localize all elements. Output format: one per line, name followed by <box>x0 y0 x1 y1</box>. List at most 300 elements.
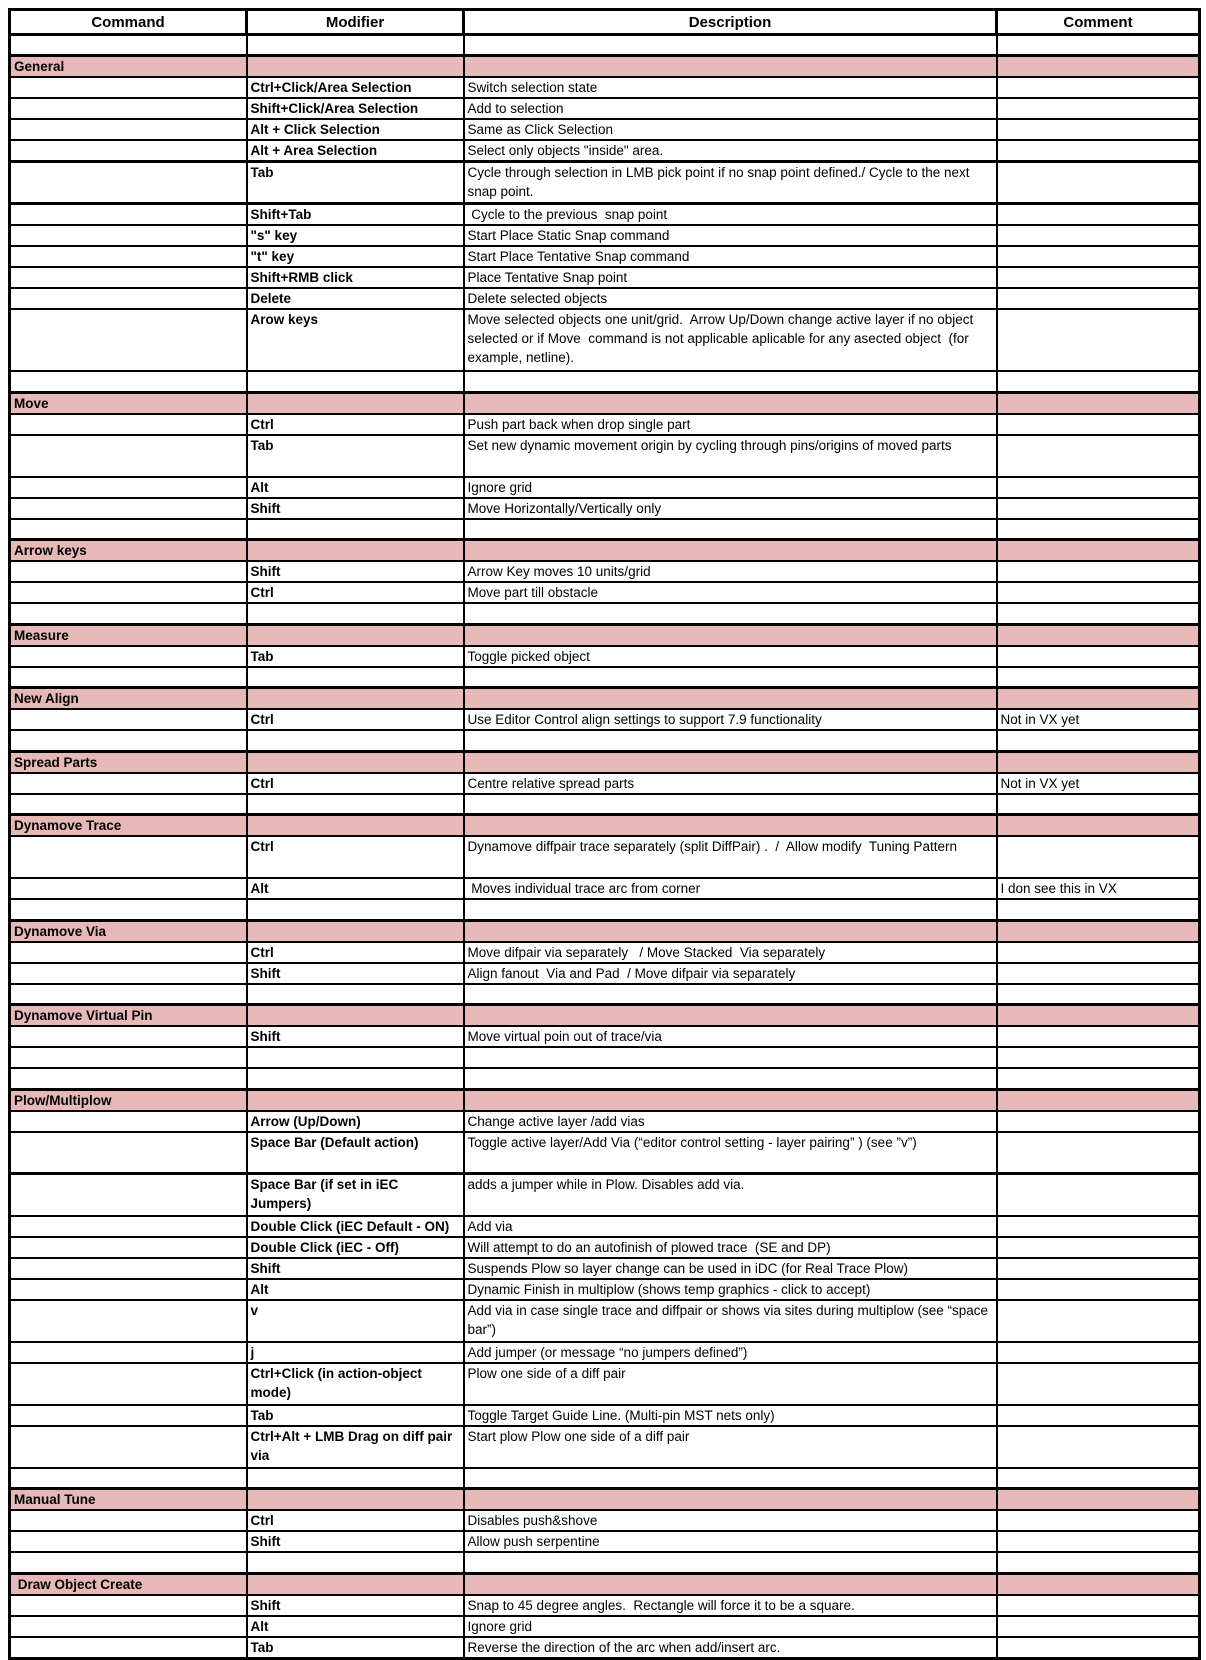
command-cell <box>10 477 247 498</box>
comment-cell <box>997 392 1200 414</box>
comment-cell <box>997 688 1200 710</box>
modifier-cell: Shift+Tab <box>247 204 464 226</box>
table-row <box>10 1595 1200 1616</box>
empty-row <box>10 984 1200 1005</box>
command-cell <box>10 1595 247 1616</box>
comment-cell <box>997 35 1200 56</box>
description-cell <box>464 371 997 392</box>
command-cell <box>10 119 247 140</box>
modifier-cell: Ctrl <box>247 414 464 435</box>
table-row <box>10 1616 1200 1637</box>
comment-cell <box>997 920 1200 942</box>
modifier-cell: Shift+Click/Area Selection <box>247 98 464 119</box>
comment-cell <box>997 225 1200 246</box>
description-cell <box>464 56 997 78</box>
table-row <box>10 204 1200 226</box>
table-row <box>10 963 1200 984</box>
column-header-description: Description <box>464 10 997 35</box>
description-cell: Toggle active layer/Add Via (“editor control setting - layer pairing” ) (see ”v”) <box>464 1132 997 1174</box>
description-cell: Arrow Key moves 10 units/grid <box>464 561 997 582</box>
comment-cell <box>997 1363 1200 1405</box>
modifier-cell: Tab <box>247 162 464 204</box>
comment-cell <box>997 1026 1200 1047</box>
command-cell: Measure <box>10 624 247 646</box>
empty-row <box>10 794 1200 815</box>
table-row <box>10 1258 1200 1279</box>
command-cell: Dynamove Virtual Pin <box>10 1005 247 1027</box>
modifier-cell <box>247 794 464 815</box>
description-cell: Add via in case single trace and diffpair or shows via sites during multiplow (see “space bar”) <box>464 1300 997 1342</box>
modifier-cell <box>247 392 464 414</box>
command-cell <box>10 773 247 794</box>
modifier-cell: Ctrl <box>247 709 464 730</box>
command-cell: Manual Tune <box>10 1489 247 1511</box>
comment-cell <box>997 730 1200 751</box>
command-cell <box>10 878 247 899</box>
comment-cell <box>997 1489 1200 1511</box>
command-cell <box>10 561 247 582</box>
section-row <box>10 392 1200 414</box>
table-row <box>10 119 1200 140</box>
table-header <box>10 10 1200 35</box>
table-row <box>10 773 1200 794</box>
command-cell <box>10 1616 247 1637</box>
description-cell: Change active layer /add vias <box>464 1111 997 1132</box>
modifier-cell: Tab <box>247 1405 464 1426</box>
description-cell: Ignore grid <box>464 477 997 498</box>
description-cell: Move virtual poin out of trace/via <box>464 1026 997 1047</box>
description-cell: Start Place Tentative Snap command <box>464 246 997 267</box>
section-row <box>10 1089 1200 1111</box>
table-row <box>10 1111 1200 1132</box>
description-cell: Plow one side of a diff pair <box>464 1363 997 1405</box>
comment-cell <box>997 540 1200 562</box>
modifier-cell <box>247 371 464 392</box>
description-cell: Reverse the direction of the arc when add/insert arc. <box>464 1637 997 1659</box>
modifier-cell <box>247 1047 464 1068</box>
comment-cell <box>997 477 1200 498</box>
modifier-cell: Shift <box>247 498 464 519</box>
table-row <box>10 498 1200 519</box>
modifier-cell <box>247 688 464 710</box>
modifier-cell: Ctrl <box>247 582 464 603</box>
modifier-cell <box>247 624 464 646</box>
section-row <box>10 56 1200 78</box>
table-body <box>10 35 1200 1659</box>
modifier-cell: "t" key <box>247 246 464 267</box>
description-cell <box>464 984 997 1005</box>
command-cell <box>10 1510 247 1531</box>
comment-cell <box>997 371 1200 392</box>
command-cell: Spread Parts <box>10 751 247 773</box>
command-cell <box>10 1363 247 1405</box>
description-cell: Snap to 45 degree angles. Rectangle will force it to be a square. <box>464 1595 997 1616</box>
command-cell <box>10 984 247 1005</box>
modifier-cell: Tab <box>247 646 464 667</box>
column-header-modifier: Modifier <box>247 10 464 35</box>
comment-cell <box>997 1616 1200 1637</box>
comment-cell <box>997 1005 1200 1027</box>
table-row <box>10 1300 1200 1342</box>
table-row <box>10 309 1200 371</box>
command-cell <box>10 963 247 984</box>
description-cell: Start Place Static Snap command <box>464 225 997 246</box>
command-cell <box>10 1237 247 1258</box>
description-cell: Add to selection <box>464 98 997 119</box>
table-row <box>10 836 1200 878</box>
table-row <box>10 1531 1200 1552</box>
command-cell <box>10 204 247 226</box>
modifier-cell <box>247 730 464 751</box>
table-row <box>10 878 1200 899</box>
comment-cell <box>997 140 1200 162</box>
description-cell: Use Editor Control align settings to support 7.9 functionality <box>464 709 997 730</box>
comment-cell: Not in VX yet <box>997 773 1200 794</box>
comment-cell <box>997 77 1200 98</box>
comment-cell <box>997 624 1200 646</box>
description-cell <box>464 1573 997 1595</box>
empty-row <box>10 1047 1200 1068</box>
comment-cell <box>997 561 1200 582</box>
table-row <box>10 561 1200 582</box>
empty-row <box>10 35 1200 56</box>
header-row <box>10 10 1200 35</box>
description-cell <box>464 603 997 624</box>
comment-cell <box>997 519 1200 540</box>
description-cell: Disables push&shove <box>464 1510 997 1531</box>
command-cell <box>10 667 247 688</box>
comment-cell <box>997 582 1200 603</box>
modifier-cell <box>247 519 464 540</box>
shortcuts-table <box>8 8 1201 1660</box>
command-cell <box>10 1552 247 1573</box>
modifier-cell <box>247 1552 464 1573</box>
description-cell: Allow push serpentine <box>464 1531 997 1552</box>
table-row <box>10 77 1200 98</box>
command-cell <box>10 1279 247 1300</box>
comment-cell <box>997 1552 1200 1573</box>
modifier-cell: "s" key <box>247 225 464 246</box>
command-cell <box>10 942 247 963</box>
comment-cell <box>997 1342 1200 1363</box>
empty-row <box>10 1468 1200 1489</box>
description-cell: Same as Click Selection <box>464 119 997 140</box>
description-cell <box>464 624 997 646</box>
modifier-cell: Space Bar (if set in iEC Jumpers) <box>247 1174 464 1216</box>
comment-cell <box>997 794 1200 815</box>
command-cell: Plow/Multiplow <box>10 1089 247 1111</box>
empty-row <box>10 371 1200 392</box>
comment-cell <box>997 1531 1200 1552</box>
description-cell: Set new dynamic movement origin by cycling through pins/origins of moved parts <box>464 435 997 477</box>
modifier-cell: Double Click (iEC - Off) <box>247 1237 464 1258</box>
table-row <box>10 140 1200 162</box>
description-cell: Start plow Plow one side of a diff pair <box>464 1426 997 1468</box>
command-cell <box>10 730 247 751</box>
comment-cell <box>997 288 1200 309</box>
command-cell <box>10 899 247 920</box>
description-cell <box>464 392 997 414</box>
table-row <box>10 267 1200 288</box>
table-row <box>10 1279 1200 1300</box>
description-cell: Cycle to the previous snap point <box>464 204 997 226</box>
table-row <box>10 582 1200 603</box>
modifier-cell: Ctrl <box>247 773 464 794</box>
command-cell <box>10 414 247 435</box>
column-header-comment: Comment <box>997 10 1200 35</box>
command-cell <box>10 836 247 878</box>
comment-cell <box>997 1468 1200 1489</box>
comment-cell <box>997 1573 1200 1595</box>
command-cell <box>10 1111 247 1132</box>
modifier-cell: Ctrl <box>247 1510 464 1531</box>
modifier-cell: j <box>247 1342 464 1363</box>
comment-cell <box>997 1595 1200 1616</box>
description-cell: Push part back when drop single part <box>464 414 997 435</box>
comment-cell <box>997 267 1200 288</box>
modifier-cell: Arrow (Up/Down) <box>247 1111 464 1132</box>
description-cell: Select only objects "inside" area. <box>464 140 997 162</box>
command-cell <box>10 646 247 667</box>
description-cell: Toggle Target Guide Line. (Multi-pin MST nets only) <box>464 1405 997 1426</box>
comment-cell <box>997 1258 1200 1279</box>
command-cell <box>10 288 247 309</box>
comment-cell <box>997 751 1200 773</box>
modifier-cell: Ctrl+Click (in action-object mode) <box>247 1363 464 1405</box>
comment-cell <box>997 1089 1200 1111</box>
command-cell <box>10 794 247 815</box>
description-cell: Moves individual trace arc from corner <box>464 878 997 899</box>
comment-cell <box>997 1510 1200 1531</box>
modifier-cell <box>247 35 464 56</box>
modifier-cell <box>247 667 464 688</box>
comment-cell <box>997 1132 1200 1174</box>
description-cell <box>464 667 997 688</box>
description-cell: Add jumper (or message “no jumpers defined”) <box>464 1342 997 1363</box>
comment-cell <box>997 1237 1200 1258</box>
command-cell <box>10 1426 247 1468</box>
table-row <box>10 1174 1200 1216</box>
comment-cell <box>997 246 1200 267</box>
comment-cell <box>997 414 1200 435</box>
table-row <box>10 225 1200 246</box>
description-cell <box>464 920 997 942</box>
command-cell: Move <box>10 392 247 414</box>
empty-row <box>10 1552 1200 1573</box>
comment-cell <box>997 963 1200 984</box>
description-cell: Toggle picked object <box>464 646 997 667</box>
modifier-cell: Alt <box>247 878 464 899</box>
command-cell <box>10 267 247 288</box>
command-cell <box>10 98 247 119</box>
description-cell: Move part till obstacle <box>464 582 997 603</box>
modifier-cell <box>247 1468 464 1489</box>
command-cell: Draw Object Create <box>10 1573 247 1595</box>
modifier-cell <box>247 1489 464 1511</box>
description-cell <box>464 540 997 562</box>
comment-cell <box>997 603 1200 624</box>
section-row <box>10 1005 1200 1027</box>
section-row <box>10 1573 1200 1595</box>
table-row <box>10 1510 1200 1531</box>
modifier-cell <box>247 603 464 624</box>
table-row <box>10 98 1200 119</box>
command-cell <box>10 519 247 540</box>
comment-cell <box>997 1279 1200 1300</box>
table-row <box>10 1426 1200 1468</box>
table-row <box>10 1216 1200 1237</box>
table-row <box>10 646 1200 667</box>
modifier-cell: Alt + Area Selection <box>247 140 464 162</box>
command-cell: General <box>10 56 247 78</box>
table-row <box>10 162 1200 204</box>
empty-row <box>10 730 1200 751</box>
command-cell <box>10 1174 247 1216</box>
modifier-cell: v <box>247 1300 464 1342</box>
modifier-cell <box>247 540 464 562</box>
command-cell <box>10 1132 247 1174</box>
description-cell <box>464 1468 997 1489</box>
modifier-cell: Alt + Click Selection <box>247 119 464 140</box>
modifier-cell <box>247 815 464 837</box>
description-cell <box>464 688 997 710</box>
empty-row <box>10 519 1200 540</box>
description-cell: Suspends Plow so layer change can be used in iDC (for Real Trace Plow) <box>464 1258 997 1279</box>
command-cell <box>10 1637 247 1659</box>
modifier-cell: Alt <box>247 1616 464 1637</box>
description-cell: adds a jumper while in Plow. Disables add via. <box>464 1174 997 1216</box>
command-cell <box>10 1068 247 1089</box>
section-row <box>10 751 1200 773</box>
description-cell <box>464 35 997 56</box>
description-cell <box>464 1089 997 1111</box>
modifier-cell: Ctrl+Click/Area Selection <box>247 77 464 98</box>
section-row <box>10 920 1200 942</box>
command-cell <box>10 1216 247 1237</box>
command-cell <box>10 140 247 162</box>
comment-cell <box>997 1047 1200 1068</box>
table-row <box>10 1637 1200 1659</box>
comment-cell <box>997 1426 1200 1468</box>
table-row <box>10 1237 1200 1258</box>
comment-cell <box>997 1405 1200 1426</box>
command-cell <box>10 309 247 371</box>
description-cell: Place Tentative Snap point <box>464 267 997 288</box>
command-cell <box>10 1047 247 1068</box>
modifier-cell <box>247 1005 464 1027</box>
table-row <box>10 414 1200 435</box>
table-row <box>10 435 1200 477</box>
table-row <box>10 1363 1200 1405</box>
command-cell <box>10 162 247 204</box>
table-row <box>10 709 1200 730</box>
comment-cell <box>997 56 1200 78</box>
table-row <box>10 288 1200 309</box>
modifier-cell: Shift <box>247 963 464 984</box>
comment-cell <box>997 1111 1200 1132</box>
modifier-cell <box>247 984 464 1005</box>
description-cell: Centre relative spread parts <box>464 773 997 794</box>
description-cell: Align fanout Via and Pad / Move difpair via separately <box>464 963 997 984</box>
description-cell <box>464 751 997 773</box>
comment-cell <box>997 204 1200 226</box>
description-cell <box>464 815 997 837</box>
modifier-cell: Shift <box>247 1595 464 1616</box>
command-cell <box>10 225 247 246</box>
comment-cell <box>997 119 1200 140</box>
description-cell: Add via <box>464 1216 997 1237</box>
comment-cell <box>997 815 1200 837</box>
command-cell: Arrow keys <box>10 540 247 562</box>
modifier-cell <box>247 1573 464 1595</box>
table-row <box>10 1132 1200 1174</box>
table-row <box>10 1405 1200 1426</box>
modifier-cell <box>247 1068 464 1089</box>
command-cell <box>10 435 247 477</box>
comment-cell <box>997 435 1200 477</box>
description-cell: Move selected objects one unit/grid. Arrow Up/Down change active layer if no object selected or if Move command is not applicable aplicable for any asected object (for example, netline). <box>464 309 997 371</box>
description-cell <box>464 899 997 920</box>
modifier-cell: Ctrl <box>247 942 464 963</box>
modifier-cell: Arow keys <box>247 309 464 371</box>
command-cell <box>10 498 247 519</box>
modifier-cell <box>247 920 464 942</box>
command-cell <box>10 371 247 392</box>
command-cell <box>10 603 247 624</box>
description-cell: Cycle through selection in LMB pick point if no snap point defined./ Cycle to the next snap point. <box>464 162 997 204</box>
comment-cell <box>997 1216 1200 1237</box>
command-cell <box>10 709 247 730</box>
command-cell: Dynamove Trace <box>10 815 247 837</box>
command-cell <box>10 1026 247 1047</box>
modifier-cell: Alt <box>247 477 464 498</box>
comment-cell <box>997 1637 1200 1659</box>
description-cell: Delete selected objects <box>464 288 997 309</box>
modifier-cell: Delete <box>247 288 464 309</box>
description-cell <box>464 730 997 751</box>
description-cell: Will attempt to do an autofinish of plowed trace (SE and DP) <box>464 1237 997 1258</box>
table-row <box>10 246 1200 267</box>
section-row <box>10 815 1200 837</box>
command-cell: Dynamove Via <box>10 920 247 942</box>
table-row <box>10 477 1200 498</box>
modifier-cell: Shift+RMB click <box>247 267 464 288</box>
column-header-command: Command <box>10 10 247 35</box>
command-cell <box>10 1531 247 1552</box>
description-cell <box>464 1005 997 1027</box>
comment-cell <box>997 942 1200 963</box>
modifier-cell: Double Click (iEC Default - ON) <box>247 1216 464 1237</box>
comment-cell <box>997 667 1200 688</box>
comment-cell <box>997 899 1200 920</box>
empty-row <box>10 1068 1200 1089</box>
empty-row <box>10 899 1200 920</box>
section-row <box>10 688 1200 710</box>
command-cell <box>10 35 247 56</box>
comment-cell <box>997 162 1200 204</box>
description-cell: Switch selection state <box>464 77 997 98</box>
modifier-cell <box>247 899 464 920</box>
description-cell: Dynamic Finish in multiplow (shows temp graphics - click to accept) <box>464 1279 997 1300</box>
modifier-cell: Tab <box>247 1637 464 1659</box>
comment-cell <box>997 646 1200 667</box>
section-row <box>10 624 1200 646</box>
modifier-cell: Alt <box>247 1279 464 1300</box>
description-cell <box>464 1489 997 1511</box>
description-cell <box>464 1552 997 1573</box>
comment-cell <box>997 98 1200 119</box>
modifier-cell <box>247 1089 464 1111</box>
